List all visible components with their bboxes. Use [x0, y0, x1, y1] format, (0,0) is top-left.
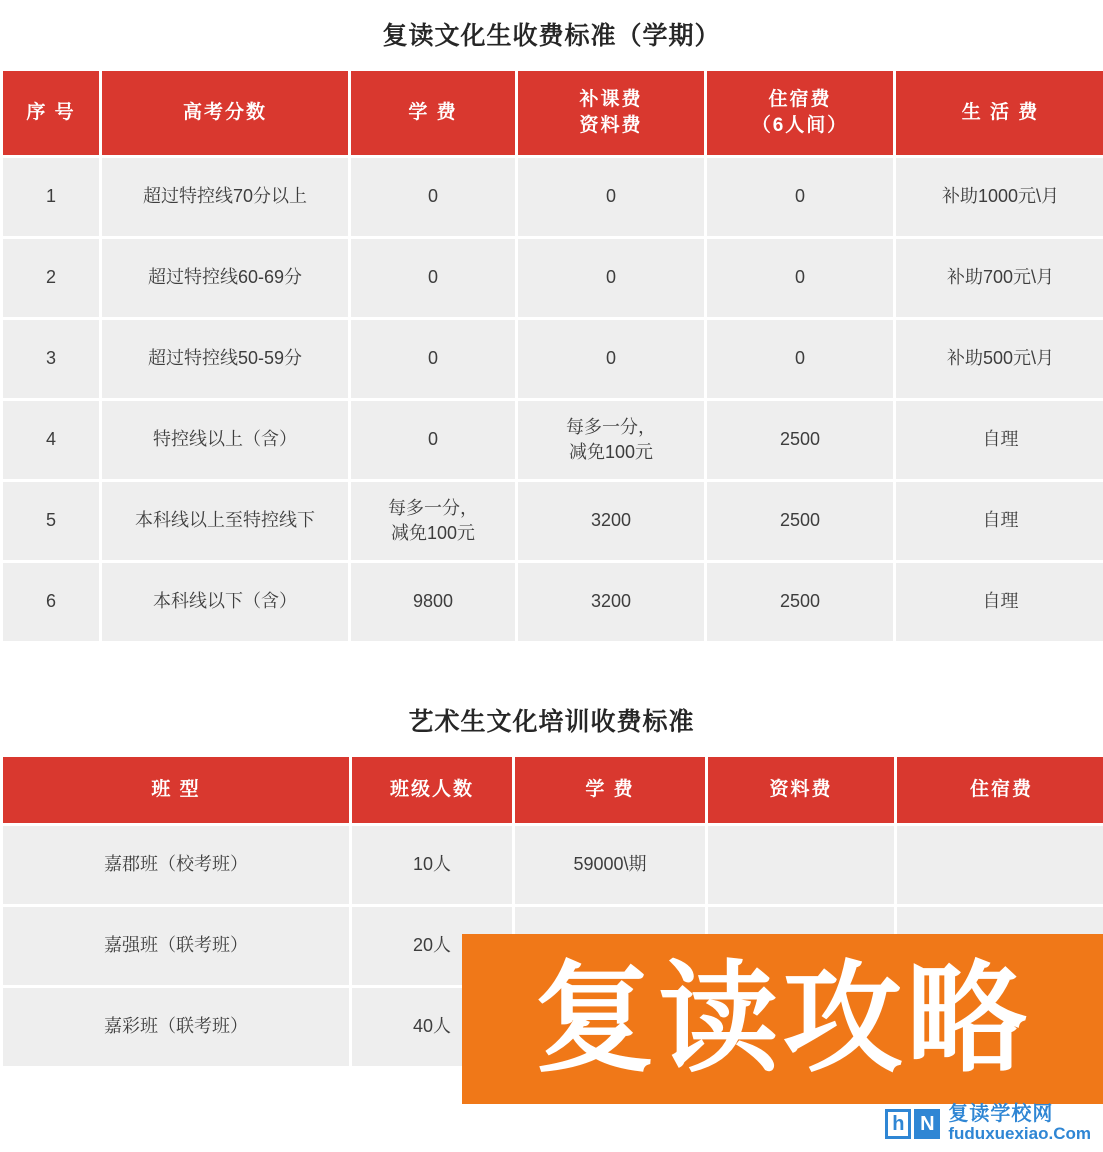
- cell-index: 3: [3, 320, 99, 398]
- column-header-material-fee: 资料费: [708, 757, 894, 823]
- logo-wordmark: [948, 1103, 1091, 1144]
- cell-class-size: 40人: [352, 988, 512, 1066]
- column-header-class-type: 班 型: [3, 757, 349, 823]
- table-row: [3, 826, 1103, 904]
- watermark-banner: [462, 934, 1103, 1104]
- cell-accommodation: 2500: [707, 482, 893, 560]
- cell-tuition: 0: [351, 158, 515, 236]
- table-row: [3, 563, 1103, 641]
- cell-score: 超过特控线50-59分: [102, 320, 348, 398]
- table-row: [3, 158, 1103, 236]
- cell-tuition: 0: [351, 401, 515, 479]
- cell-accommodation: 2500: [707, 401, 893, 479]
- cell-index: 5: [3, 482, 99, 560]
- cell-material-fee: [708, 826, 894, 904]
- cell-tutoring-fee: 0: [518, 158, 704, 236]
- cell-tuition: 0: [351, 320, 515, 398]
- cell-tutoring-fee: 3200: [518, 563, 704, 641]
- cell-score: 特控线以上（含）: [102, 401, 348, 479]
- table-header-row: [3, 757, 1103, 823]
- cell-index: 1: [3, 158, 99, 236]
- cell-living-fee: 自理: [896, 482, 1103, 560]
- cell-living-fee: 补助500元\月: [896, 320, 1103, 398]
- cell-tutoring-fee: 3200: [518, 482, 704, 560]
- cell-score: 超过特控线70分以上: [102, 158, 348, 236]
- cell-tuition: 9800: [351, 563, 515, 641]
- site-logo: [885, 1103, 1091, 1144]
- document-page: [0, 16, 1103, 1152]
- cell-score: 超过特控线60-69分: [102, 239, 348, 317]
- table-header-row: [3, 71, 1103, 155]
- logo-name-cn: 复读学校网: [948, 1103, 1054, 1126]
- cell-tuition: 0: [351, 239, 515, 317]
- column-header-class-size: 班级人数: [352, 757, 512, 823]
- cell-tutoring-fee: 每多一分， 减免100元: [518, 401, 704, 479]
- column-header-index: 序 号: [3, 71, 99, 155]
- cell-accommodation: [897, 826, 1103, 904]
- cell-living-fee: 补助700元\月: [896, 239, 1103, 317]
- cell-tutoring-fee: 0: [518, 239, 704, 317]
- table-row: [3, 482, 1103, 560]
- cell-index: 2: [3, 239, 99, 317]
- column-header-tutoring-material-fee: 补课费 资料费: [518, 71, 704, 155]
- column-header-score: 高考分数: [102, 71, 348, 155]
- fee-table-repeat-students: [0, 68, 1103, 644]
- section-title-2: 艺术生文化培训收费标准: [408, 708, 695, 736]
- column-header-living-fee: 生 活 费: [896, 71, 1103, 155]
- cell-class-size: 20人: [352, 907, 512, 985]
- cell-accommodation: 0: [707, 320, 893, 398]
- cell-score: 本科线以上至特控线下: [102, 482, 348, 560]
- cell-accommodation: 0: [707, 158, 893, 236]
- cell-class-type: 嘉强班（联考班）: [3, 907, 349, 985]
- cell-class-type: 嘉彩班（联考班）: [3, 988, 349, 1066]
- cell-index: 6: [3, 563, 99, 641]
- cell-class-type: 嘉郡班（校考班）: [3, 826, 349, 904]
- column-header-tuition: 学 费: [515, 757, 705, 823]
- section-title-1: 复读文化生收费标准（学期）: [382, 22, 721, 50]
- logo-mark-icon: [885, 1109, 940, 1139]
- column-header-accommodation: 住宿费 （6人间）: [707, 71, 893, 155]
- logo-letter-h: h: [885, 1109, 911, 1139]
- column-header-tuition: 学 费: [351, 71, 515, 155]
- cell-class-size: 10人: [352, 826, 512, 904]
- cell-score: 本科线以下（含）: [102, 563, 348, 641]
- cell-living-fee: 自理: [896, 401, 1103, 479]
- column-header-accommodation: 住宿费: [897, 757, 1103, 823]
- cell-living-fee: 自理: [896, 563, 1103, 641]
- table-row: [3, 239, 1103, 317]
- cell-tuition: 每多一分， 减免100元: [351, 482, 515, 560]
- logo-name-en: fuduxuexiao.Com: [948, 1124, 1091, 1144]
- cell-accommodation: 0: [707, 239, 893, 317]
- cell-index: 4: [3, 401, 99, 479]
- watermark-text: 复读攻略: [534, 952, 1031, 1086]
- cell-living-fee: 补助1000元\月: [896, 158, 1103, 236]
- table-row: [3, 401, 1103, 479]
- cell-tuition: 59000\期: [515, 826, 705, 904]
- cell-tutoring-fee: 0: [518, 320, 704, 398]
- table-row: [3, 320, 1103, 398]
- logo-letter-n: N: [914, 1109, 940, 1139]
- cell-accommodation: 2500: [707, 563, 893, 641]
